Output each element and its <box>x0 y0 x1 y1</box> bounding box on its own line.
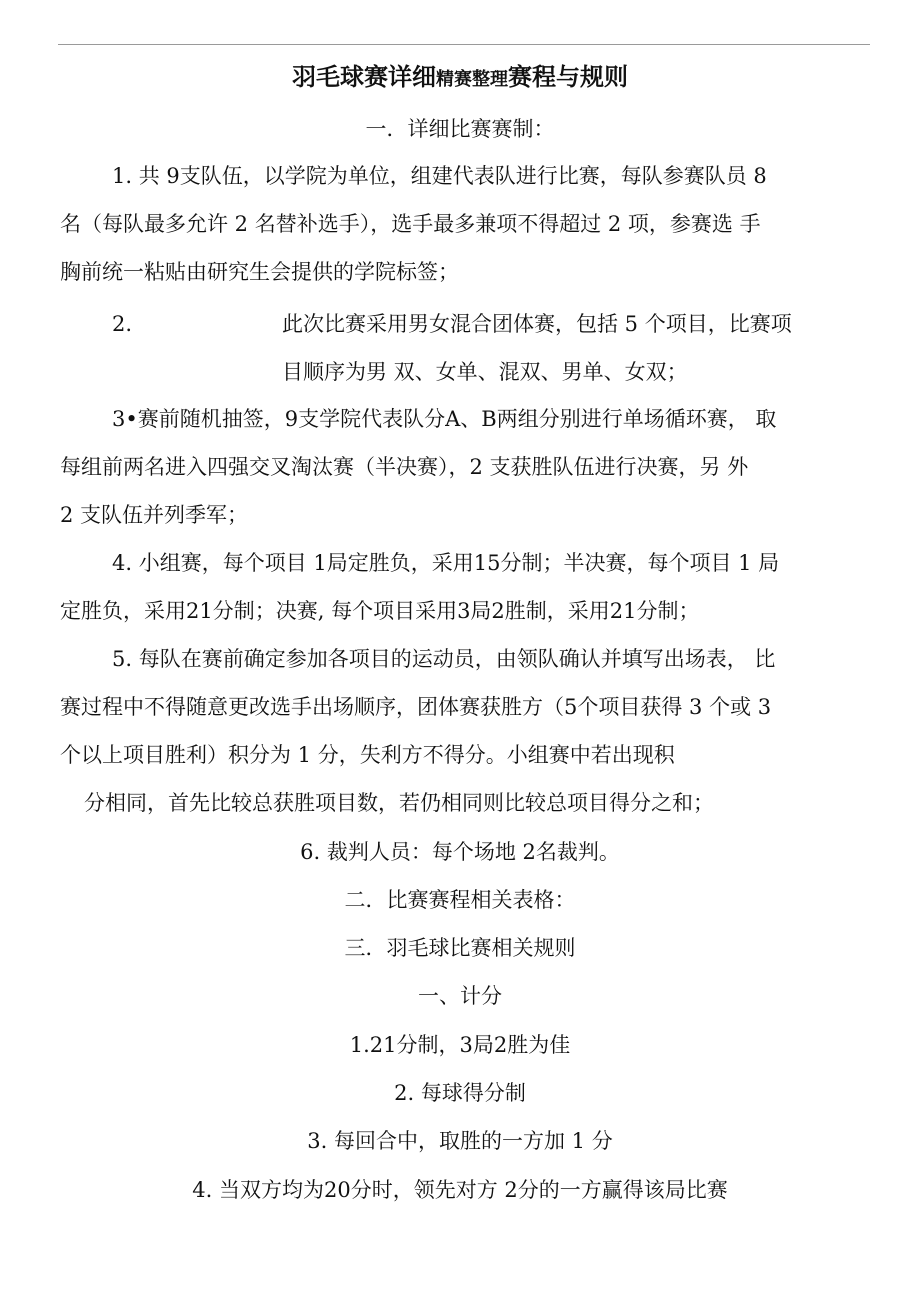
rule-4: 4. 当双方均为20分时，领先对方 2分的一方赢得该局比赛 <box>192 1178 728 1202</box>
item3-line1: 3•赛前随机抽签，9支学院代表队分A、B两组分别进行单场循环赛， 取 <box>112 407 777 431</box>
rule-2: 2. 每球得分制 <box>394 1081 526 1105</box>
section-three-heading: 三．羽毛球比赛相关规则 <box>344 936 576 960</box>
item4-line1: 4. 小组赛，每个项目 1局定胜负，采用15分制；半决赛，每个项目 1 局 <box>112 551 780 575</box>
section-one-heading: 一．详细比赛赛制： <box>365 117 555 141</box>
item1-line3: 胸前统一粘贴由研究生会提供的学院标签； <box>60 260 459 284</box>
header-rule <box>58 44 870 45</box>
item5-line4: 分相同，首先比较总获胜项目数，若仍相同则比较总项目得分之和； <box>84 791 714 815</box>
rule-3: 3. 每回合中，取胜的一方加 1 分 <box>307 1129 613 1153</box>
rule-1: 1.21分制，3局2胜为佳 <box>349 1033 571 1057</box>
item2-line2: 目顺序为男 双、女单、混双、男单、女双； <box>282 360 688 384</box>
item2-line1: 此次比赛采用男女混合团体赛，包括 5 个项目，比赛项 <box>282 312 792 336</box>
item1-line2: 名（每队最多允许 2 名替补选手），选手最多兼项不得超过 2 项，参赛选 手 <box>60 212 761 236</box>
title-part-1: 羽毛球赛详细 <box>292 62 436 91</box>
item3-line2: 每组前两名进入四强交叉淘汰赛（半决赛），2 支获胜队伍进行决赛，另 外 <box>60 455 749 479</box>
item5-line1: 5. 每队在赛前确定参加各项目的运动员，由领队确认并填写出场表， 比 <box>112 647 776 671</box>
section-two-heading: 二．比赛赛程相关表格： <box>344 888 576 912</box>
document-title <box>0 60 920 97</box>
title-part-3: 赛程与规则 <box>508 62 628 91</box>
scoring-heading: 一、计分 <box>418 984 502 1008</box>
item1-line1: 1. 共 9支队伍，以学院为单位，组建代表队进行比赛，每队参赛队员 8 <box>112 164 767 188</box>
item4-line2: 定胜负，采用21分制；决赛, 每个项目采用3局2胜制，采用21分制； <box>60 599 700 623</box>
item5-line3: 个以上项目胜利）积分为 1 分，失利方不得分。小组赛中若出现积 <box>60 743 675 767</box>
title-part-2: 精赛整理 <box>436 69 508 90</box>
item2-number: 2. <box>112 312 133 336</box>
item3-line3: 2 支队伍并列季军； <box>60 503 249 527</box>
item5-line2: 赛过程中不得随意更改选手出场顺序，团体赛获胜方（5个项目获得 3 个或 3 <box>60 695 772 719</box>
item6: 6. 裁判人员：每个场地 2名裁判。 <box>300 840 620 864</box>
